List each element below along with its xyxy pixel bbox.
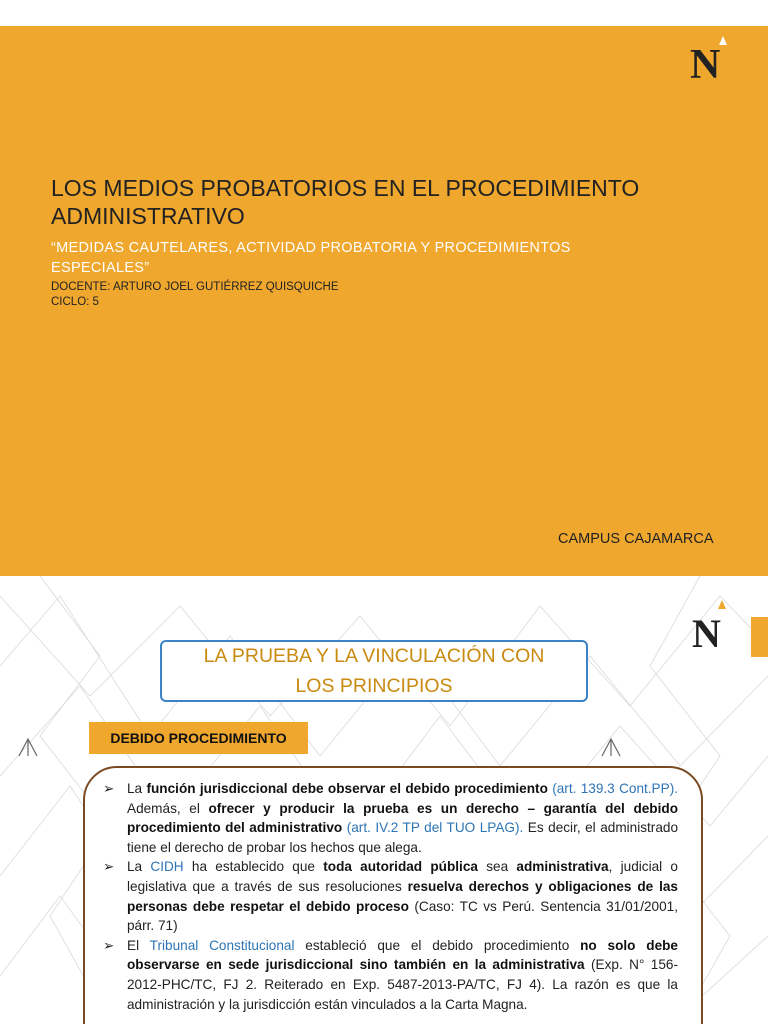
text-run: , judicial o legislativa que a través de sus resoluciones [127, 859, 678, 894]
text-run: sea [477, 859, 517, 875]
citation: (art. IV.2 TP del TUO LPAG). [346, 820, 524, 836]
bold-run: resuelva derechos y obligaciones de las personas debe respetar el debido proceso [127, 878, 678, 914]
bullet-list [103, 779, 678, 1014]
bold-run: administrativa [516, 859, 609, 875]
arrow-bullet-icon: ➢ [103, 937, 115, 953]
text-run: (Exp. N° 156-2012-PHC/TC, FJ 2. Reiterado en Exp. 5487-2013-PA/TC, FJ 4). La razón es que la administración y la jurisdicción están vinculados a la Carta Magna. [127, 957, 678, 1012]
logo-letter: N [690, 42, 721, 88]
logo-letter: N [692, 611, 721, 656]
citation: CIDH [150, 859, 184, 875]
bold-run: ofrecer y producir la prueba es un derecho – garantía del debido procedimiento del administrativo [127, 800, 678, 836]
list-item [103, 857, 678, 935]
university-logo [690, 36, 730, 86]
teacher-name: DOCENTE: ARTURO JOEL GUTIÉRREZ QUISQUICHE [51, 281, 339, 293]
text-run: La [127, 859, 151, 875]
slide-title-box [160, 640, 588, 702]
orange-side-tab [751, 617, 768, 657]
presentation-subtitle: “MEDIDAS CAUTELARES, ACTIVIDAD PROBATORIA Y PROCEDIMIENTOS ESPECIALES” [51, 240, 571, 276]
text-run: Es decir, el administrado tiene el derecho de probar los hechos que alega. [127, 820, 679, 855]
campus-label: CAMPUS CAJAMARCA [558, 531, 714, 547]
citation: (art. 139.3 Cont.PP). [552, 781, 678, 796]
triangle-icon [600, 736, 622, 758]
triangle-icon [17, 736, 39, 758]
list-item [103, 779, 678, 857]
university-logo-small [692, 600, 732, 656]
bold-run: toda autoridad pública [323, 859, 478, 875]
content-slide [0, 576, 768, 1024]
cycle-label: CICLO: 5 [51, 296, 99, 308]
text-run: La [127, 781, 147, 796]
bold-run: función jurisdiccional debe observar el debido procedimiento [146, 781, 548, 796]
top-margin [0, 0, 768, 26]
citation: Tribunal Constitucional [149, 937, 295, 953]
north-arrow-icon [718, 600, 726, 609]
arrow-bullet-icon: ➢ [103, 859, 115, 875]
arrow-bullet-icon: ➢ [103, 781, 115, 796]
text-run: estableció que el debido procedimiento [294, 937, 581, 953]
presentation-title: LOS MEDIOS PROBATORIOS EN EL PROCEDIMIENTO ADMINISTRATIVO [51, 175, 640, 229]
list-item [103, 936, 678, 1014]
slide-title: LA PRUEBA Y LA VINCULACIÓN CON LOS PRINCIPIOS [203, 645, 545, 697]
text-run: Además, el [127, 800, 209, 816]
title-slide [0, 26, 768, 576]
text-run: ha establecido que [183, 859, 324, 875]
bold-run: no solo debe observarse en sede jurisdiccional sino también en la administrativa [127, 937, 678, 973]
text-run: (Caso: TC vs Perú. Sentencia 31/01/2001, párr. 71) [127, 898, 678, 934]
section-label: DEBIDO PROCEDIMIENTO [89, 722, 308, 754]
text-run: El [127, 937, 150, 953]
